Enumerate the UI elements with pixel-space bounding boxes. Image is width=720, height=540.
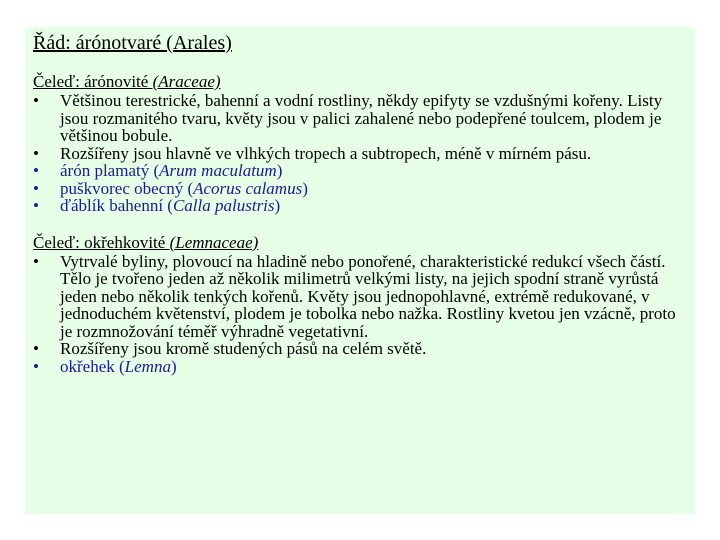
list-item [33,253,687,341]
bullet: • [33,178,39,198]
slide-panel [25,27,695,514]
family-head: Čeleď: okřehkovité [33,232,170,252]
species-close: ) [170,356,177,376]
bullet: • [33,91,39,110]
list-item [33,92,687,145]
species-item [33,162,687,180]
family-latin: (Lemnaceae) [169,232,259,252]
family-head: Čeleď: árónovité [33,72,153,91]
bullet: • [33,143,39,163]
bullet: • [33,251,39,271]
bullet: • [33,356,39,376]
section-gap [33,215,687,233]
species-close: ) [276,161,283,180]
family-list-araceae [33,92,687,215]
family-heading-lemnaceae [33,233,687,253]
family-latin: (Araceae) [152,72,221,91]
species-name: okřehek ( [60,356,125,376]
family-heading-araceae [33,72,687,92]
species-name: puškvorec obecný ( [60,178,194,198]
item-text: Vytrvalé byliny, plovoucí na hladině nebo ponořené, charakteristické redukcí všech částí. Tělo je tvořeno jeden až několik milimetrů velkými listy, na jejich spodní straně vyrůstá jeden nebo několik tenkých kořenů. Květy jsou jednopohlavné, extrémě redukované, v jednoduchém květenství, plodem je tobolka nebo nažka. Rostliny kvetou jen vzácně, proto je rozmnožování téměř výhradně vegetativní. [60,251,676,341]
species-item [33,180,687,198]
species-latin: Acorus calamus [193,178,303,198]
species-item [33,358,687,376]
list-item [33,145,687,163]
bullet: • [33,161,39,180]
species-latin: Lemna [124,356,171,376]
bullet: • [33,196,39,215]
species-name: árón plamatý ( [60,161,160,180]
species-latin: Arum maculatum [159,161,277,180]
bullet: • [33,339,39,358]
species-name: ďáblík bahenní ( [60,196,173,215]
family-list-lemnaceae [33,253,687,376]
species-item [33,197,687,215]
list-item [33,340,687,358]
species-close: ) [274,196,281,215]
item-text: Rozšířeny jsou hlavně ve vlhkých tropech a subtropech, méně v mírném pásu. [60,143,592,163]
species-close: ) [302,178,308,198]
species-latin: Calla palustris [172,196,275,215]
order-title: Řád: árónotvaré (Arales) [33,32,232,54]
item-text: Většinou terestrické, bahenní a vodní rostliny, někdy epifyty se vzdušnými kořeny. Listy jsou rozmanitého tvaru, květy jsou v palici zahalené nebo podepřené toulcem, plodem je většinou bobule. [60,91,663,145]
item-text: Rozšířeny jsou kromě studených pásů na celém světě. [60,339,427,358]
